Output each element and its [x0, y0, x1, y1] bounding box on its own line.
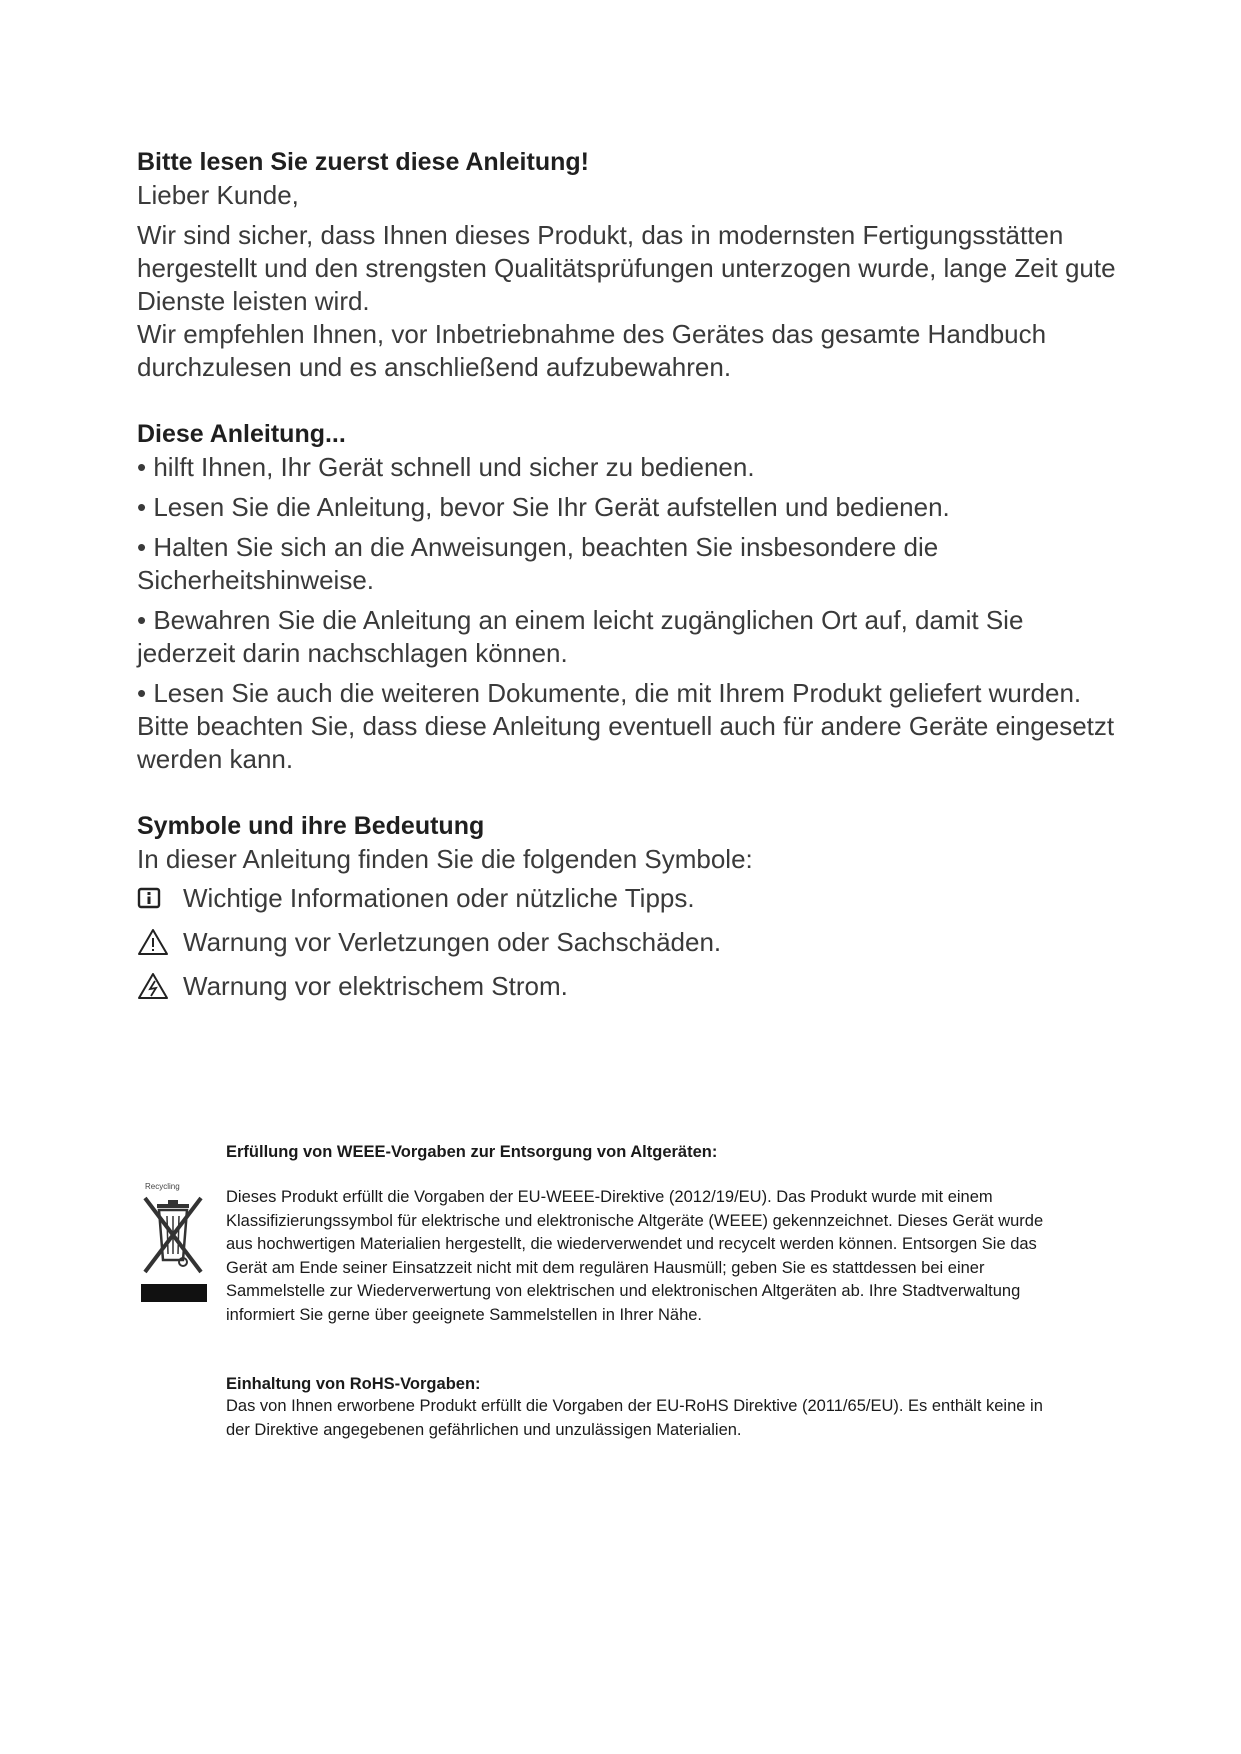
weee-paragraph: Dieses Produkt erfüllt die Vorgaben der EU-WEEE-Direktive (2012/19/EU). Das Produkt wurde mit einem Klassifizierungssymbol für elektrische und elektronische Altgeräte (WEEE) gekennzeichnet. Dieses Gerät wurde aus hochwertigen Materialien hergestellt, die wiederverwendet und recycelt werden können. Entsorgen Sie das Gerät am Ende seiner Einsatzzeit nicht mit dem regulären Hausmüll; geben Sie es stattdessen bei einer Sammelstelle zur Wiederverwertung von elektrischen und elektronischen Altgeräten ab. Ihre Stadtverwaltung informiert Sie gerne über geeignete Sammelstellen in Ihrer Nähe.: [226, 1188, 1044, 1324]
guide-bullet: • Bewahren Sie die Anleitung an einem leicht zugänglichen Ort auf, damit Sie jederzeit darin nachschlagen können.: [137, 605, 1024, 668]
guide-heading: Diese Anleitung...: [137, 420, 346, 448]
weee-logo-label: Recycling: [145, 1182, 180, 1191]
symbol-item-warning: [137, 920, 1117, 964]
symbols-intro: In dieser Anleitung finden Sie die folgenden Symbole:: [137, 844, 753, 874]
main-content: [137, 146, 1117, 1008]
guide-note: Bitte beachten Sie, dass diese Anleitung eventuell auch für andere Geräte eingesetzt werden kann.: [137, 711, 1115, 774]
guide-bullet: • Lesen Sie die Anleitung, bevor Sie Ihr Gerät aufstellen und bedienen.: [137, 492, 950, 522]
guide-bullet: • Halten Sie sich an die Anweisungen, beachten Sie insbesondere die Sicherheitshinweise.: [137, 532, 939, 595]
crossed-bin-icon: [137, 1182, 209, 1282]
symbol-text: Wichtige Informationen oder nützliche Tipps.: [183, 882, 695, 913]
weee-heading: Erfüllung von WEEE-Vorgaben zur Entsorgung von Altgeräten:: [226, 1143, 718, 1161]
warning-icon: [137, 927, 173, 957]
greeting: Lieber Kunde,: [137, 180, 299, 210]
electric-warning-icon: [137, 971, 173, 1001]
weee-logo: [137, 1182, 209, 1287]
weee-bar: [141, 1284, 207, 1302]
symbol-item-info: [137, 876, 1117, 920]
symbol-text: Warnung vor elektrischem Strom.: [183, 970, 568, 1001]
symbol-text: Warnung vor Verletzungen oder Sachschäden.: [183, 926, 722, 957]
rohs-paragraph: Das von Ihnen erworbene Produkt erfüllt die Vorgaben der EU-RoHS Direktive (2011/65/EU). Es enthält keine in der Direktive angegebenen gefährlichen und unzulässigen Materialien.: [226, 1397, 1043, 1439]
weee-text-block: [226, 1140, 1066, 1442]
intro-heading: Bitte lesen Sie zuerst diese Anleitung!: [137, 148, 589, 176]
intro-paragraph-2: Wir empfehlen Ihnen, vor Inbetriebnahme des Gerätes das gesamte Handbuch durchzulesen und es anschließend aufzubewahren.: [137, 319, 1047, 382]
rohs-heading: Einhaltung von RoHS-Vorgaben:: [226, 1375, 481, 1393]
guide-bullet: • Lesen Sie auch die weiteren Dokumente, die mit Ihrem Produkt geliefert wurden.: [137, 678, 1082, 708]
symbols-heading: Symbole und ihre Bedeutung: [137, 812, 485, 840]
guide-bullet: • hilft Ihnen, Ihr Gerät schnell und sicher zu bedienen.: [137, 452, 755, 482]
symbol-item-electric: [137, 964, 1117, 1008]
intro-paragraph-1: Wir sind sicher, dass Ihnen dieses Produkt, das in modernsten Fertigungsstätten hergestellt und den strengsten Qualitätsprüfungen unterzogen wurde, lange Zeit gute Dienste leisten wird.: [137, 220, 1116, 316]
info-icon: [137, 883, 173, 913]
